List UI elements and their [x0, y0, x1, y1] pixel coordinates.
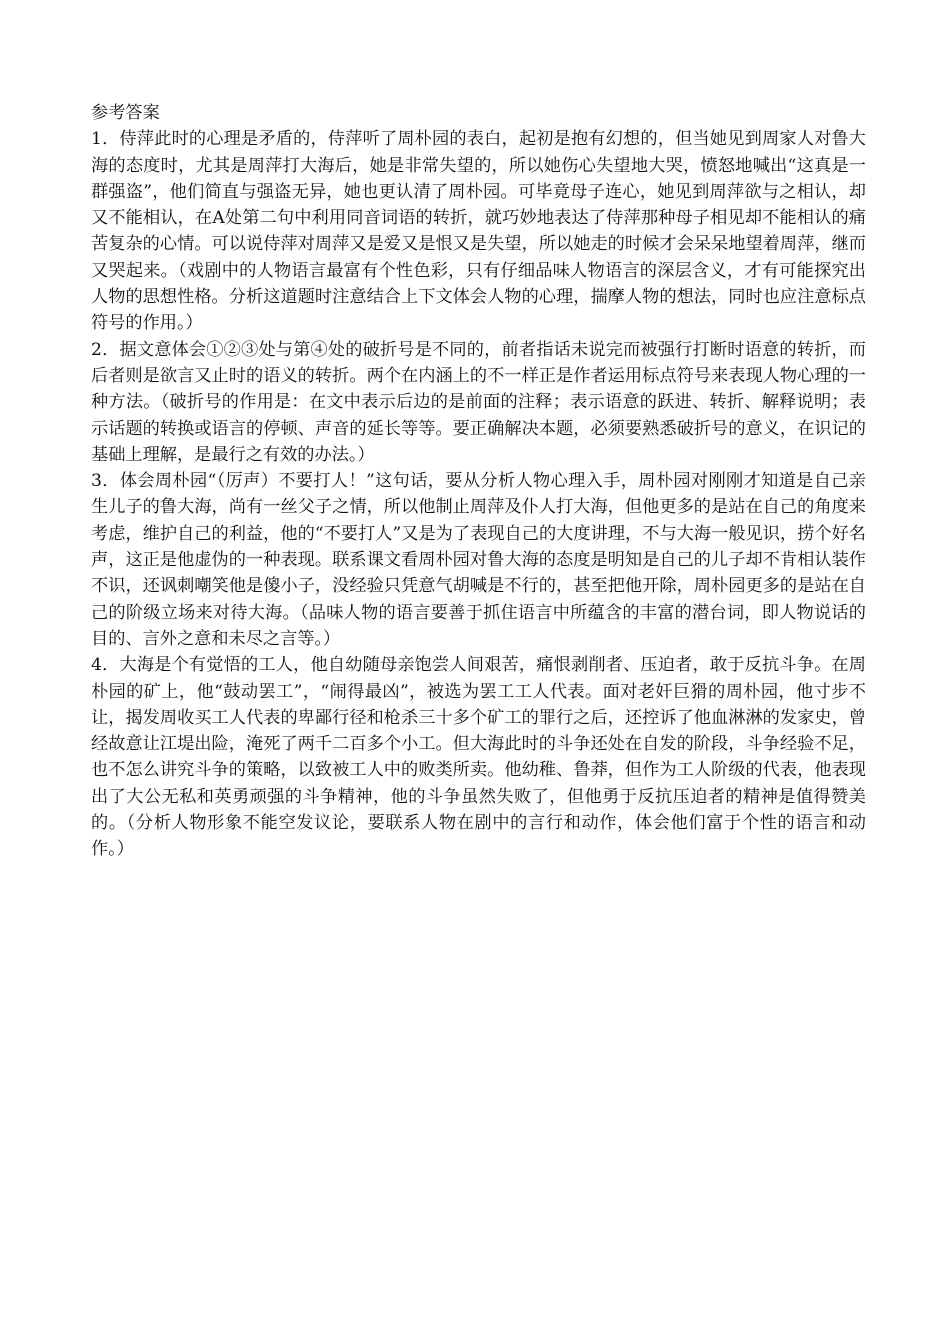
- document-page: [91, 100, 866, 863]
- page-heading: 参考答案: [91, 103, 160, 123]
- answer-paragraph-4: 4．大海是个有觉悟的工人，他自幼随母亲饱尝人间艰苦，痛恨剥削者、压迫者，敢于反抗斗争。在周朴园的矿上，他“鼓动罢工”，“闹得最凶”，被选为罢工工人代表。面对老奸巨猾的周朴园，他寸步不让，揭发周收买工人代表的卑鄙行径和枪杀三十多个矿工的罪行之后，还控诉了他血淋淋的发家史，曾经故意让江堤出险，淹死了两千二百多个小工。但大海此时的斗争还处在自发的阶段，斗争经验不足，也不怎么讲究斗争的策略，以致被工人中的败类所卖。他幼稚、鲁莽，但作为工人阶级的代表，他表现出了大公无私和英勇顽强的斗争精神，他的斗争虽然失败了，但他勇于反抗压迫者的精神是值得赞美的。（分析人物形象不能空发议论，要联系人物在剧中的言行和动作，体会他们富于个性的语言和动作。）: [91, 655, 866, 860]
- answer-paragraph-2: 2．据文意体会①②③处与第④处的破折号是不同的，前者指话未说完而被强行打断时语意的转折，而后者则是欲言又止时的语义的转折。两个在内涵上的不一样正是作者运用标点符号来表现人物心理的一种方法。（破折号的作用是：在文中表示后边的是前面的注释；表示语意的跃进、转折、解释说明；表示话题的转换或语言的停顿、声音的延长等等。要正确解决本题，必须要熟悉破折号的意义，在识记的基础上理解，是最行之有效的办法。）: [91, 339, 866, 465]
- answer-paragraph-1: 1．侍萍此时的心理是矛盾的，侍萍听了周朴园的表白，起初是抱有幻想的，但当她见到周家人对鲁大海的态度时，尤其是周萍打大海后，她是非常失望的，所以她伤心失望地大哭，愤怒地喊出“这真是一群强盗”，他们简直与强盗无异，她也更认清了周朴园。可毕竟母子连心，她见到周萍欲与之相认，却又不能相认，在A处第二句中利用同音词语的转折，就巧妙地表达了侍萍那种母子相见却不能相认的痛苦复杂的心情。可以说侍萍对周萍又是爱又是恨又是失望，所以她走的时候才会呆呆地望着周萍，继而又哭起来。（戏剧中的人物语言最富有个性色彩，只有仔细品味人物语言的深层含义，才有可能探究出人物的思想性格。分析这道题时注意结合上下文体会人物的心理，揣摩人物的想法，同时也应注意标点符号的作用。）: [91, 129, 866, 334]
- answer-paragraph-3: 3．体会周朴园“（厉声）不要打人！”这句话，要从分析人物心理入手，周朴园对刚刚才知道是自己亲生儿子的鲁大海，尚有一丝父子之情，所以他制止周萍及仆人打大海，但他更多的是站在自己的角度来考虑，维护自己的利益，他的“不要打人”又是为了表现自己的大度讲理，不与大海一般见识，捞个好名声，这正是他虚伪的一种表现。联系课文看周朴园对鲁大海的态度是明知是自己的儿子却不肯相认装作不识，还讽刺嘲笑他是傻小子，没经验只凭意气胡喊是不行的，甚至把他开除，周朴园更多的是站在自己的阶级立场来对待大海。（品味人物的语言要善于抓住语言中所蕴含的丰富的潜台词，即人物说话的目的、言外之意和未尽之言等。）: [91, 471, 866, 649]
